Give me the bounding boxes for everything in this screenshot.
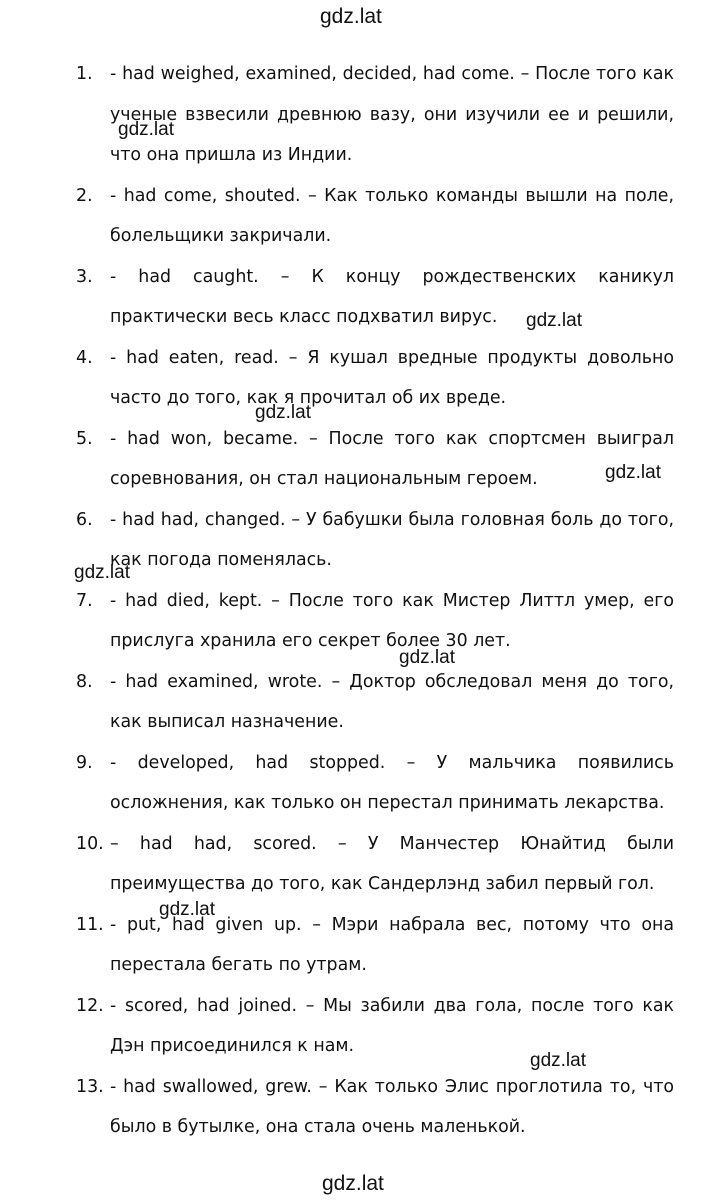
item-number: 10.: [76, 833, 104, 854]
item-number: 3.: [76, 266, 93, 287]
item-text: - had won, became. – После того как спортсмен выиграл соревнования, он стал национальным героем.: [110, 428, 674, 489]
watermark: gdz.lat: [255, 402, 311, 423]
item-text: - had caught. – К концу рождественских каникул практически весь класс подхватил вирус.: [110, 266, 674, 327]
item-text: - had swallowed, grew. – Как только Элис проглотила то, что было в бутылке, она стала очень маленькой.: [110, 1076, 674, 1137]
watermark: gdz.lat: [605, 462, 661, 483]
item-number: 8.: [76, 671, 93, 692]
answers-list: [76, 54, 674, 1148]
watermark-header: gdz.lat: [320, 5, 382, 28]
watermark: gdz.lat: [159, 899, 215, 920]
list-item: [76, 1067, 674, 1148]
item-number: 1.: [76, 64, 93, 84]
watermark: gdz.lat: [526, 310, 582, 331]
item-text: - put, had given up. – Мэри набрала вес, потому что она перестала бегать по утрам.: [110, 914, 674, 975]
item-number: 11.: [76, 914, 104, 935]
list-item: [76, 257, 674, 338]
list-item: [76, 662, 674, 743]
list-item: [76, 824, 674, 905]
item-text: - scored, had joined. – Мы забили два гола, после того как Дэн присоединился к нам.: [110, 995, 674, 1056]
watermark-footer: gdz.lat: [322, 1172, 384, 1195]
item-text: - developed, had stopped. – У мальчика появились осложнения, как только он перестал принимать лекарства.: [110, 752, 674, 813]
item-text: - had had, changed. – У бабушки была головная боль до того, как погода поменялась.: [110, 509, 674, 570]
item-text: - had come, shouted. – Как только команды вышли на поле, болельщики закричали.: [110, 185, 674, 246]
list-item: [76, 581, 674, 662]
item-number: 7.: [76, 590, 93, 611]
watermark: gdz.lat: [74, 562, 130, 583]
item-number: 4.: [76, 347, 93, 368]
list-item: [76, 54, 674, 176]
item-number: 12.: [76, 995, 104, 1016]
item-text: - had eaten, read. – Я кушал вредные продукты довольно часто до того, как я прочитал об их вреде.: [110, 347, 674, 408]
item-number: 6.: [76, 509, 93, 530]
list-item: [76, 419, 674, 500]
watermark: gdz.lat: [399, 647, 455, 668]
list-item: [76, 338, 674, 419]
item-number: 5.: [76, 428, 93, 449]
item-text: - had examined, wrote. – Доктор обследовал меня до того, как выписал назначение.: [110, 671, 674, 732]
item-number: 13.: [76, 1076, 104, 1097]
watermark: gdz.lat: [530, 1050, 586, 1071]
watermark: gdz.lat: [118, 119, 174, 140]
item-text: – had had, scored. – У Манчестер Юнайтид были преимущества до того, как Сандерлэнд забил первый гол.: [110, 833, 674, 894]
item-number: 9.: [76, 752, 93, 773]
item-text: - had weighed, examined, decided, had come. – После того как ученые взвесили древнюю вазу, они изучили ее и решили, что она пришла из Индии.: [110, 64, 674, 165]
list-item: [76, 743, 674, 824]
list-item: [76, 176, 674, 257]
item-text: - had died, kept. – После того как Мистер Литтл умер, его прислуга хранила его секрет более 30 лет.: [110, 590, 674, 651]
list-item: [76, 500, 674, 581]
item-number: 2.: [76, 185, 93, 206]
